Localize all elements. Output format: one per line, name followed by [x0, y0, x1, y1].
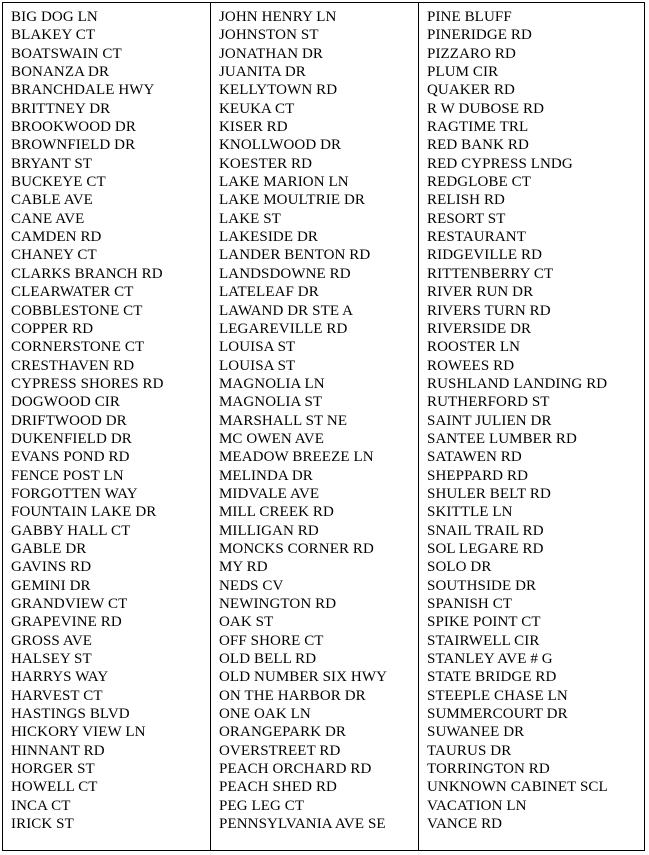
street-name-cell: MAGNOLIA ST [219, 394, 323, 411]
street-name-cell: ROWEES RD [427, 357, 515, 374]
street-name-cell: SUMMERCOURT DR [427, 706, 568, 723]
street-name-cell: RIVERS TURN RD [427, 302, 551, 319]
street-name-cell: BRITTNEY DR [11, 100, 111, 117]
street-name-cell: FENCE POST LN [11, 467, 124, 484]
street-name-cell: MIDVALE AVE [219, 485, 320, 502]
street-name-cell: MY RD [219, 559, 268, 576]
street-name-cell: NEDS CV [219, 577, 284, 594]
street-name-cell: LAWAND DR STE A [219, 302, 354, 319]
street-name-cell: HOWELL CT [11, 779, 98, 796]
street-name-cell: HORGER ST [11, 761, 95, 778]
street-name-cell: RITTENBERRY CT [427, 265, 554, 282]
street-name-cell: SANTEE LUMBER RD [427, 430, 577, 447]
street-name-cell: INCA CT [11, 797, 71, 814]
street-name-cell: COBBLESTONE CT [11, 302, 143, 319]
street-name-cell: MONCKS CORNER RD [219, 540, 374, 557]
street-name-cell: RUTHERFORD ST [427, 394, 550, 411]
street-name-cell: KNOLLWOOD DR [219, 137, 342, 154]
street-name-cell: OLD BELL RD [219, 651, 317, 668]
street-name-cell: PINERIDGE RD [427, 27, 532, 44]
street-name-cell: FOUNTAIN LAKE DR [11, 504, 157, 521]
street-name-cell: SAINT JULIEN DR [427, 412, 552, 429]
street-name-cell: JONATHAN DR [219, 45, 324, 62]
street-name-cell: HARRYS WAY [11, 669, 109, 686]
street-name-cell: CAMDEN RD [11, 229, 102, 246]
street-name-cell: VACATION LN [427, 797, 527, 814]
street-name-cell: SKITTLE LN [427, 504, 513, 521]
street-name-cell: SOUTHSIDE DR [427, 577, 537, 594]
street-name-cell: PENNSYLVANIA AVE SE [219, 816, 386, 833]
street-name-cell: HICKORY VIEW LN [11, 724, 146, 741]
street-name-cell: SOL LEGARE RD [427, 540, 544, 557]
street-name-cell: KISER RD [219, 119, 288, 136]
street-name-cell: SATAWEN RD [427, 449, 522, 466]
street-name-cell: RIDGEVILLE RD [427, 247, 543, 264]
street-name-cell: MEADOW BREEZE LN [219, 449, 374, 466]
street-name-cell: OVERSTREET RD [219, 742, 341, 759]
street-name-cell: DRIFTWOOD DR [11, 412, 127, 429]
street-name-cell: HASTINGS BLVD [11, 706, 130, 723]
street-name-cell: CLEARWATER CT [11, 284, 134, 301]
street-name-cell: CABLE AVE [11, 192, 93, 209]
street-name-cell: REDGLOBE CT [427, 174, 532, 191]
street-name-cell: RIVERSIDE DR [427, 320, 532, 337]
street-name-cell: PINE BLUFF [427, 9, 512, 25]
street-name-cell: PLUM CIR [427, 64, 499, 81]
street-name-cell: GRANDVIEW CT [11, 596, 128, 612]
street-name-table [2, 2, 645, 851]
street-name-cell: IRICK ST [11, 816, 74, 833]
street-name-cell: QUAKER RD [427, 82, 515, 99]
street-name-cell: BIG DOG LN [11, 9, 98, 25]
street-name-cell: STEEPLE CHASE LN [427, 687, 568, 704]
street-name-cell: ON THE HARBOR DR [219, 687, 366, 704]
street-name-cell: MC OWEN AVE [219, 430, 324, 447]
street-name-cell: HALSEY ST [11, 651, 92, 668]
street-name-cell: RAGTIME TRL [427, 119, 529, 136]
street-name-cell: ORANGEPARK DR [219, 724, 347, 741]
street-name-cell: ONE OAK LN [219, 706, 311, 723]
street-name-cell: BUCKEYE CT [11, 174, 106, 191]
street-name-cell: CRESTHAVEN RD [11, 357, 135, 374]
street-name-cell: BROWNFIELD DR [11, 137, 136, 154]
street-name-cell: GAVINS RD [11, 559, 92, 576]
street-name-cell: RESORT ST [427, 210, 506, 227]
street-name-cell: SHEPPARD RD [427, 467, 529, 484]
street-name-cell: RED BANK RD [427, 137, 529, 154]
street-name-cell: KELLYTOWN RD [219, 82, 338, 99]
street-name-cell: LAKE MARION LN [219, 174, 349, 191]
street-name-cell: MAGNOLIA LN [219, 375, 325, 392]
street-name-cell: PEACH ORCHARD RD [219, 761, 372, 778]
street-name-cell: MILLIGAN RD [219, 522, 319, 539]
street-name-cell: MARSHALL ST NE [219, 412, 348, 429]
street-name-cell: LANDER BENTON RD [219, 247, 371, 264]
street-name-cell: LOUISA ST [219, 357, 296, 374]
street-name-cell: CHANEY CT [11, 247, 97, 264]
street-name-cell: BONANZA DR [11, 64, 110, 81]
street-name-cell: JOHNSTON ST [219, 27, 319, 44]
street-name-cell: GABBY HALL CT [11, 522, 131, 539]
street-name-cell: BROOKWOOD DR [11, 119, 136, 136]
street-name-cell: KEUKA CT [219, 100, 295, 117]
street-name-cell: ROOSTER LN [427, 339, 521, 356]
street-name-cell: RESTAURANT [427, 229, 526, 246]
street-name-cell: KOESTER RD [219, 155, 313, 172]
street-name-cell: LOUISA ST [219, 339, 296, 356]
street-name-cell: R W DUBOSE RD [427, 100, 545, 117]
street-name-cell: TORRINGTON RD [427, 761, 550, 778]
street-name-cell: VANCE RD [427, 816, 503, 833]
street-name-cell: JUANITA DR [219, 64, 306, 81]
street-name-cell: HARVEST CT [11, 687, 103, 704]
street-name-cell: OAK ST [219, 614, 274, 631]
street-name-cell: MELINDA DR [219, 467, 313, 484]
street-column-2 [210, 3, 418, 850]
street-name-cell: RIVER RUN DR [427, 284, 534, 301]
street-name-cell: COPPER RD [11, 320, 94, 337]
street-name-cell: NEWINGTON RD [219, 596, 337, 612]
street-name-cell: GRAPEVINE RD [11, 614, 122, 631]
street-name-cell: RED CYPRESS LNDG [427, 155, 573, 172]
street-name-cell: STANLEY AVE # G [427, 651, 553, 668]
street-name-cell: PEG LEG CT [219, 797, 305, 814]
street-name-cell: CLARKS BRANCH RD [11, 265, 163, 282]
street-name-cell: GEMINI DR [11, 577, 91, 594]
street-name-cell: DUKENFIELD DR [11, 430, 132, 447]
street-name-cell: TAURUS DR [427, 742, 512, 759]
street-name-cell: STAIRWELL CIR [427, 632, 540, 649]
street-name-cell: BLAKEY CT [11, 27, 96, 44]
street-name-cell: SPANISH CT [427, 596, 513, 612]
street-name-cell: LEGAREVILLE RD [219, 320, 348, 337]
street-name-cell: PEACH SHED RD [219, 779, 337, 796]
street-name-cell: FORGOTTEN WAY [11, 485, 138, 502]
street-name-cell: SHULER BELT RD [427, 485, 551, 502]
street-name-cell: JOHN HENRY LN [219, 9, 337, 25]
street-name-cell: BOATSWAIN CT [11, 45, 122, 62]
street-name-cell: LAKE ST [219, 210, 281, 227]
street-name-cell: LAKESIDE DR [219, 229, 319, 246]
street-name-cell: CYPRESS SHORES RD [11, 375, 164, 392]
street-name-cell: SOLO DR [427, 559, 492, 576]
street-name-cell: OFF SHORE CT [219, 632, 324, 649]
street-name-cell: MILL CREEK RD [219, 504, 334, 521]
street-name-cell: HINNANT RD [11, 742, 105, 759]
street-name-cell: UNKNOWN CABINET SCL [427, 779, 608, 796]
street-name-cell: STATE BRIDGE RD [427, 669, 557, 686]
street-name-cell: CANE AVE [11, 210, 85, 227]
street-name-cell: SNAIL TRAIL RD [427, 522, 544, 539]
street-name-cell: DOGWOOD CIR [11, 394, 121, 411]
street-name-cell: LANDSDOWNE RD [219, 265, 351, 282]
street-name-cell: RUSHLAND LANDING RD [427, 375, 608, 392]
street-column-1 [3, 3, 210, 850]
street-name-cell: LAKE MOULTRIE DR [219, 192, 366, 209]
street-name-cell: GROSS AVE [11, 632, 93, 649]
street-name-cell: LATELEAF DR [219, 284, 319, 301]
street-name-cell: SPIKE POINT CT [427, 614, 541, 631]
street-name-cell: GABLE DR [11, 540, 87, 557]
street-name-cell: EVANS POND RD [11, 449, 130, 466]
street-name-cell: OLD NUMBER SIX HWY [219, 669, 388, 686]
street-column-3 [418, 3, 644, 850]
street-name-cell: BRANCHDALE HWY [11, 82, 155, 99]
street-name-cell: BRYANT ST [11, 155, 93, 172]
street-name-cell: SUWANEE DR [427, 724, 525, 741]
street-name-cell: PIZZARO RD [427, 45, 516, 62]
street-name-cell: RELISH RD [427, 192, 505, 209]
street-name-cell: CORNERSTONE CT [11, 339, 145, 356]
